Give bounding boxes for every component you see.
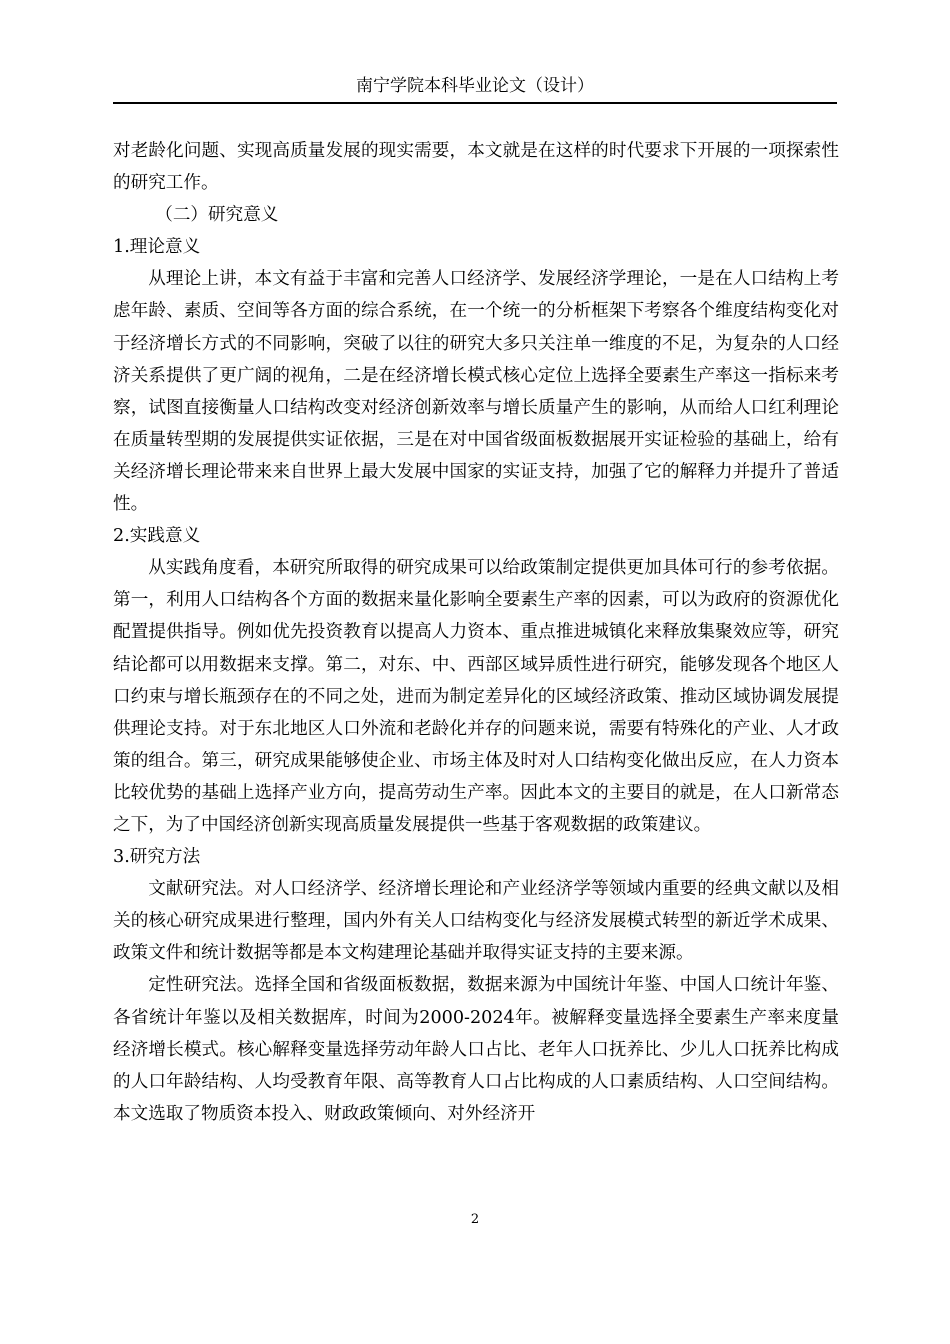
paragraph-practical-significance: 从实践角度看，本研究所取得的研究成果可以给政策制定提供更加具体可行的参考依据。第一，利用人口结构各个方面的数据来量化影响全要素生产率的因素，可以为政府的资源优化配置提供指导。例如优先投资教育以提高人力资本、重点推进城镇化来释放集聚效应等，研究结论都可以用数据来支撑。第二，对东、中、西部区域异质性进行研究，能够发现各个地区人口约束与增长瓶颈存在的不同之处，进而为制定差异化的区域经济政策、推动区域协调发展提供理论支持。对于东北地区人口外流和老龄化并存的问题来说，需要有特殊化的产业、人才政策的组合。第三，研究成果能够使企业、市场主体及时对人口结构变化做出反应，在人力资本比较优势的基础上选择产业方向，提高劳动生产率。因此本文的主要目的就是，在人口新常态之下，为了中国经济创新实现高质量发展提供一些基于客观数据的政策建议。	[113, 558, 839, 835]
page-header	[113, 74, 837, 104]
subheading-practical-significance: 2.实践意义	[113, 526, 201, 547]
header-title: 南宁学院本科毕业论文（设计）	[356, 76, 594, 96]
subheading-theoretical-significance: 1.理论意义	[113, 237, 201, 258]
section-heading-research-significance: （二）研究意义	[155, 205, 279, 226]
paragraph-literature-method: 文献研究法。对人口经济学、经济增长理论和产业经济学等领域内重要的经典文献以及相关的核心研究成果进行整理，国内外有关人口结构变化与经济发展模式转型的新近学术成果、政策文件和统计数据等都是本文构建理论基础并取得实证支持的主要来源。	[113, 879, 839, 964]
document-body	[113, 135, 839, 1130]
paragraph-theoretical-significance: 从理论上讲，本文有益于丰富和完善人口经济学、发展经济学理论，一是在人口结构上考虑年龄、素质、空间等各方面的综合系统，在一个统一的分析框架下考察各个维度结构变化对于经济增长方式的不同影响，突破了以往的研究大多只关注单一维度的不足，为复杂的人口经济关系提供了更广阔的视角，二是在经济增长模式核心定位上选择全要素生产率这一指标来考察，试图直接衡量人口结构改变对经济创新效率与增长质量产生的影响，从而给人口红利理论在质量转型期的发展提供实证依据，三是在对中国省级面板数据展开实证检验的基础上，给有关经济增长理论带来来自世界上最大发展中国家的实证支持，加强了它的解释力并提升了普适性。	[113, 269, 839, 515]
continued-paragraph: 对老龄化问题、实现高质量发展的现实需要，本文就是在这样的时代要求下开展的一项探索性的研究工作。	[113, 141, 839, 194]
page-number: 2	[470, 1212, 480, 1227]
subheading-research-methods: 3.研究方法	[113, 847, 201, 868]
paragraph-qualitative-method: 定性研究法。选择全国和省级面板数据，数据来源为中国统计年鉴、中国人口统计年鉴、各省统计年鉴以及相关数据库，时间为2000-2024年。被解释变量选择全要素生产率来度量经济增长模式。核心解释变量选择劳动年龄人口占比、老年人口抚养比、少儿人口抚养比构成的人口年龄结构、人均受教育年限、高等教育人口占比构成的人口素质结构、人口空间结构。本文选取了物质资本投入、财政政策倾向、对外经济开	[113, 975, 839, 1124]
